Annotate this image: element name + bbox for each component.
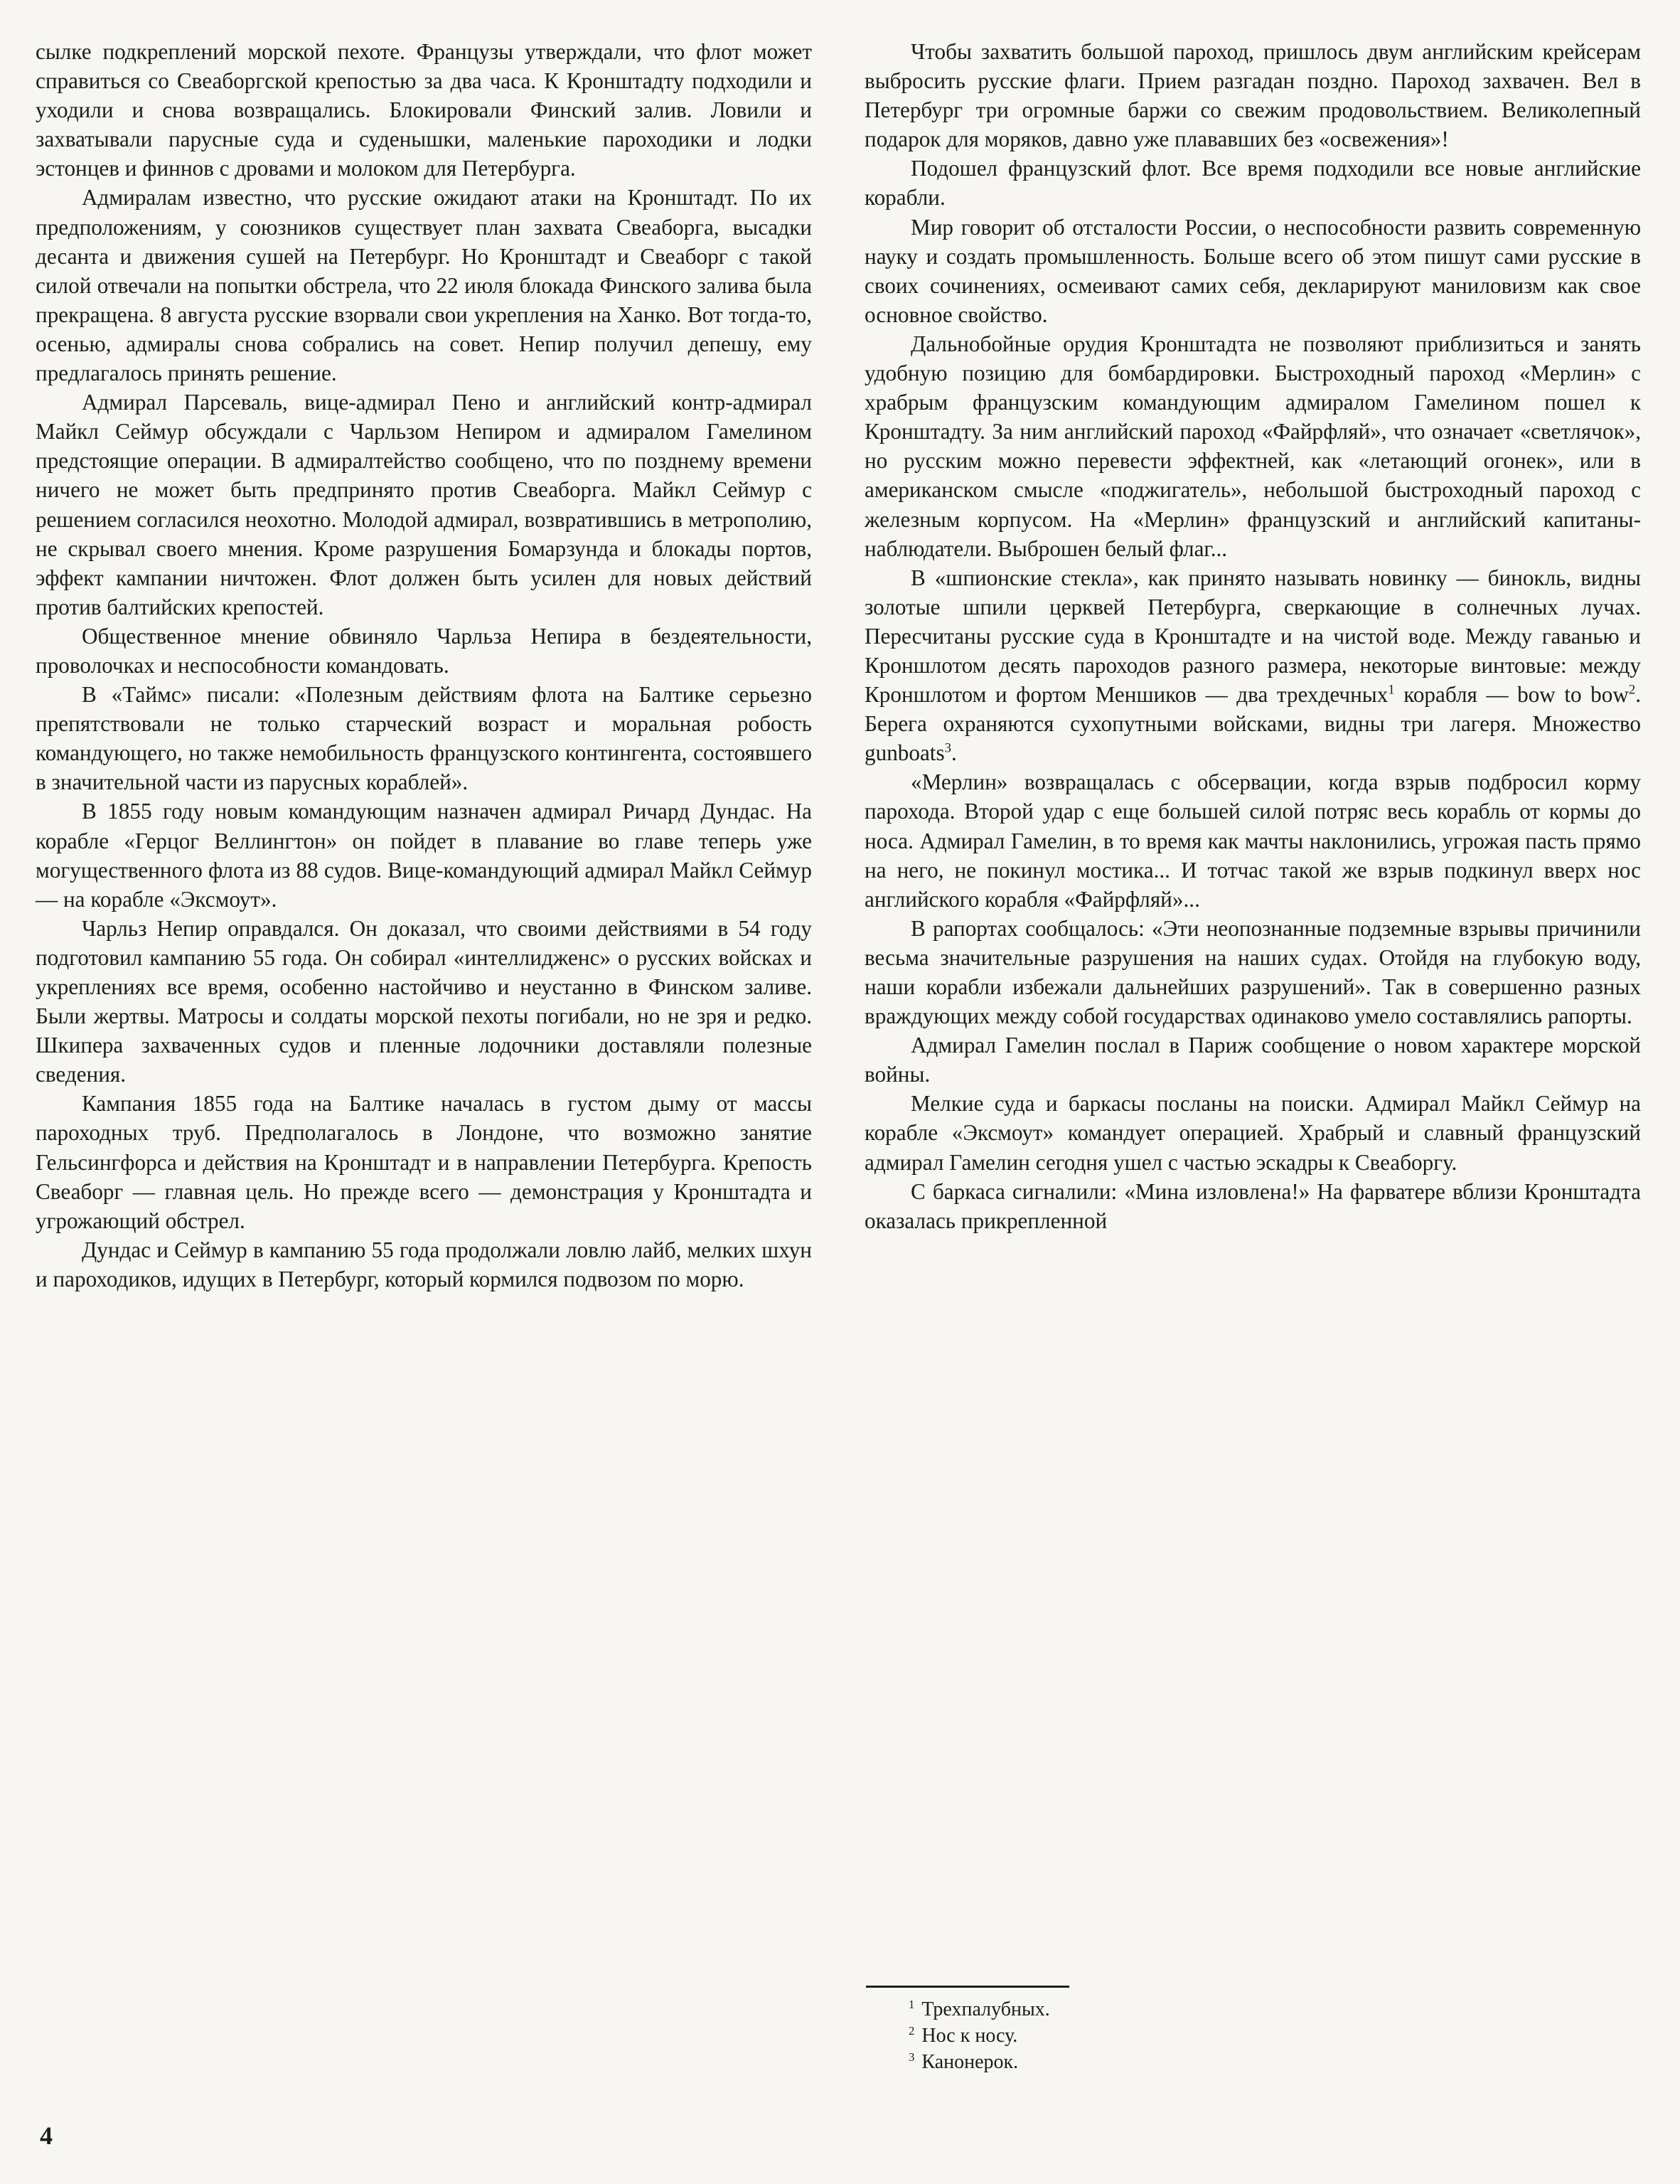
paragraph: Адмирал Гамелин послал в Париж сообщение о новом характере морской войны. [865,1033,1641,1087]
paragraph: В 1855 году новым командующим назначен адмирал Ричард Дундас. На корабле «Герцог Веллингтон» он пойдет в плавание во главе теперь уже могущественного флота из 88 судов. Вице-командующий адмирал Майкл Сеймур — на корабле «Эксмоут». [36,799,812,912]
footnote-text: Канонерок. [921,2051,1019,2073]
page-number: 4 [40,2121,53,2150]
paragraph: Общественное мнение обвиняло Чарльза Непира в бездеятельности, проволочках и неспособности командовать. [36,623,812,678]
text-segment: . [951,740,957,766]
footnote-item [909,2023,1335,2049]
paragraph-with-footnote-refs [865,563,1641,768]
paragraph: В рапортах сообщалось: «Эти неопознанные подземные взрывы причинили весьма значительные разрушения на наших судах. Отойдя на глубокую воду, наши корабли избежали дальнейших разрушений». Так в совершенно разных враждующих между собой государствах одинаково умело составлялись рапорты. [865,915,1641,1029]
paragraph: Чарльз Непир оправдался. Он доказал, что своими действиями в 54 году подготовил кампанию 55 года. Он собирал «интеллидженс» о русских войсках и укреплениях все время, особенно настойчиво и неустанно в Финском заливе. Были жертвы. Матросы и солдаты морской пехоты погибали, но не зря и редко. Шкипера захваченных судов и пленные лодочники доставляли полезные сведения. [36,915,812,1087]
paragraph: Дундас и Сеймур в кампанию 55 года продолжали ловлю лайб, мелких шхун и пароходиков, идущих в Петербург, который кормился подвозом по морю. [36,1237,812,1291]
paragraph: Мелкие суда и баркасы посланы на поиски. Адмирал Майкл Сеймур на корабле «Эксмоут» командует операцией. Храбрый и славный французский адмирал Гамелин сегодня ушел с частью эскадры к Свеаборгу. [865,1091,1641,1175]
paragraph: С баркаса сигналили: «Мина изловлена!» На фарватере вблизи Кронштадта оказалась прикрепленной [865,1178,1641,1233]
right-text-column [865,37,1641,1235]
footnote-ref: 2 [1628,682,1636,698]
footnote-mark: 2 [909,2023,915,2037]
paragraph: сылке подкреплений морской пехоте. Французы утверждали, что флот может справиться со Свеаборгской крепостью за два часа. К Кронштадту подходили и уходили и снова возвращались. Блокировали Финский залив. Ловили и захватывали парусные суда и суденышки, маленькие пароходики и лодки эстонцев и финнов с дровами и молоком для Петербурга. [36,39,812,181]
footnotes [909,1996,1335,2075]
footnote-ref: 1 [1388,682,1395,698]
footnote-mark: 1 [909,1997,915,2011]
paragraph: Кампания 1855 года на Балтике началась в густом дыму от массы пароходных труб. Предполагалось в Лондоне, что возможно занятие Гельсингфорса и действия на Кронштадт и в направлении Петербурга. Крепость Свеаборг — главная цель. Но прежде всего — демонстрация у Кронштадта и угрожающий обстрел. [36,1091,812,1233]
paragraph: Подошел французский флот. Все время подходили все новые английские корабли. [865,156,1641,211]
paragraph: Адмирал Парсеваль, вице-адмирал Пено и английский контр-адмирал Майкл Сеймур обсуждали с Чарльзом Непиром и адмиралом Гамелином предстоящие операции. В адмиралтейство сообщено, что по позднему времени ничего не может быть предпринято против Свеаборга. Майкл Сеймур с решением согласился неохотно. Молодой адмирал, возвратившись в метрополию, не скрывал своего мнения. Кроме разрушения Бомарзунда и блокады портов, эффект кампании ничтожен. Флот должен быть усилен для новых действий против балтийских крепостей. [36,390,812,619]
left-text-column [36,37,812,1294]
paragraph: «Мерлин» возвращалась с обсервации, когда взрыв подбросил корму парохода. Второй удар с еще большей силой потряс весь корабль от кормы до носа. Адмирал Гамелин, в то время как мачты наклонились, угрожая пасть прямо на него, не покинул мостика... И тотчас такой же взрыв подкинул вверх нос английского корабля «Файрфляй»... [865,769,1641,912]
paragraph: В «Таймс» писали: «Полезным действиям флота на Балтике серьезно препятствовали не только старческий возраст и моральная робость командующего, но также немобильность французского контингента, состоявшего в значительной части из парусных кораблей». [36,682,812,795]
footnote-item [909,2049,1335,2075]
text-segment: В «шпионские стекла», как принято называть новинку — бинокль, видны золотые шпили церквей Петербурга, сверкающие в солнечных лучах. Пересчитаны русские суда в Кронштадте и на чистой воде. Между гаванью и Кроншлотом десять пароходов разного размера, некоторые винтовые: между Кроншлотом и фортом Меншиков — два трехдечных [865,565,1641,708]
footnote-item [909,1996,1335,2023]
text-segment: . Берега охраняются сухопутными войсками, видны три лагеря. Множество gunboats [865,682,1641,766]
paragraph: Дальнобойные орудия Кронштадта не позволяют приблизиться и занять удобную позицию для бомбардировки. Быстроходный пароход «Мерлин» с храбрым французским командующим адмиралом Гамелином пошел к Кронштадту. За ним английский пароход «Файрфляй», что означает «светлячок», но русским можно перевести эффектней, как «летающий огонек», или в американском смысле «поджигатель», небольшой быстроходный пароход с железным корпусом. На «Мерлин» французский и английский капитаны-наблюдатели. Выброшен белый флаг... [865,331,1641,561]
footnote-text: Трехпалубных. [921,1998,1050,2020]
paragraph: Чтобы захватить большой пароход, пришлось двум английским крейсерам выбросить русские флаги. Прием разгадан поздно. Пароход захвачен. Вел в Петербург три огромные баржи со свежим продовольствием. Великолепный подарок для моряков, давно уже плававших без «освежения»! [865,39,1641,152]
footnote-ref: 3 [944,740,951,756]
footnote-divider [866,1986,1069,1988]
paragraph: Адмиралам известно, что русские ожидают атаки на Кронштадт. По их предположениям, у союзников существует план захвата Свеаборга, высадки десанта и движения сушей на Петербург. Но Кронштадт и Свеаборг с такой силой отвечали на попытки обстрела, что 22 июля блокада Финского залива была прекращена. 8 августа русские взорвали свои укрепления на Ханко. Вот тогда-то, осенью, адмиралы снова собрались на совет. Непир получил депешу, ему предлагалось принять решение. [36,185,812,386]
footnote-text: Нос к носу. [921,2025,1018,2047]
text-segment: корабля — bow to bow [1394,682,1629,708]
paragraph: Мир говорит об отсталости России, о неспособности развить современную науку и создать промышленность. Больше всего об этом пишут сами русские в своих сочинениях, осмеивают самих себя, декларируют маниловизм как свое основное свойство. [865,214,1641,327]
footnote-mark: 3 [909,2050,915,2064]
